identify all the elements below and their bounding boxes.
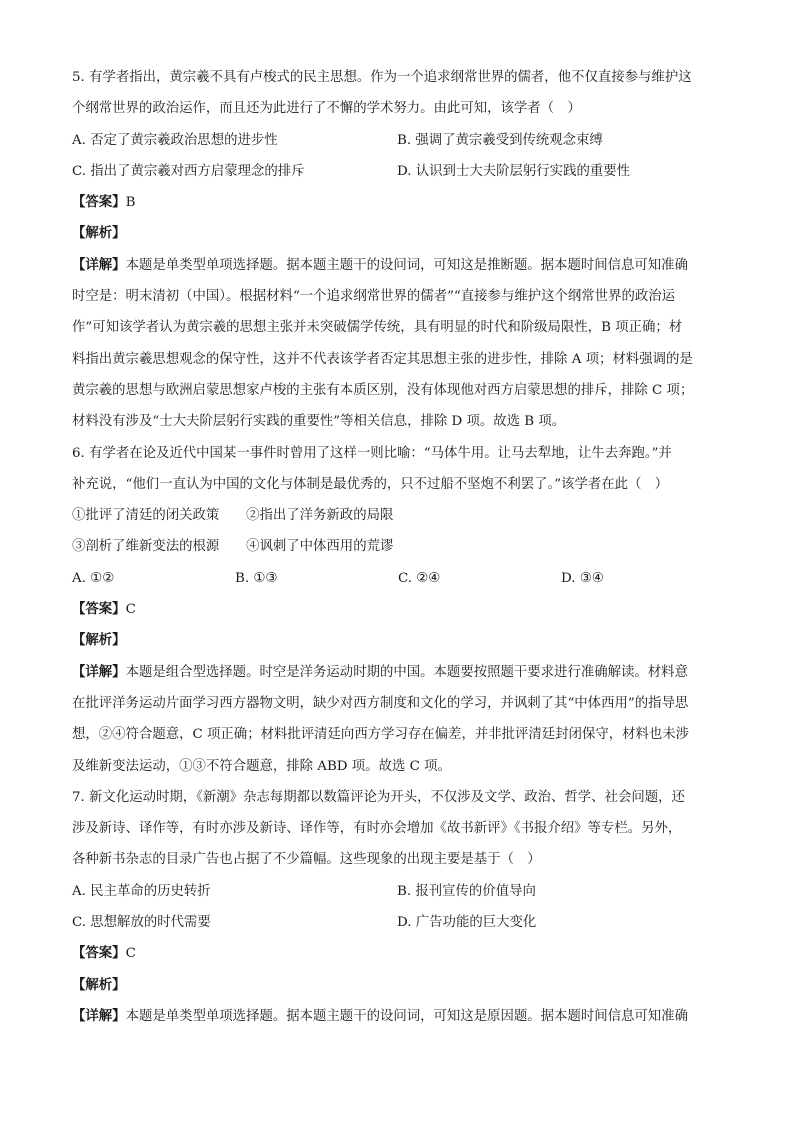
answer-value: B bbox=[125, 195, 136, 211]
option-c: C. 思想解放的时代需要 bbox=[72, 915, 211, 931]
detail-text: 本题是组合型选择题。时空是洋务运动时期的中国。本题要按照题干要求进行准确解读。材料意 bbox=[125, 664, 688, 680]
answer-tag: 【答案】 bbox=[72, 602, 126, 618]
answer-line bbox=[72, 938, 724, 969]
question-stem-line: 7. 新文化运动时期，《新潮》杂志每期都以数篇评论为开头，不仅涉及文学、政治、哲学、社会问题，还 bbox=[72, 789, 685, 805]
answer-value: C bbox=[125, 602, 136, 618]
option-d: D. ③④ bbox=[561, 570, 604, 586]
detail-tag: 【详解】 bbox=[72, 1008, 126, 1024]
answer-value: C bbox=[125, 946, 136, 962]
options-row bbox=[72, 156, 724, 187]
sub-item-line: ③剖析了维新变法的根源 ④讽刺了中体西用的荒谬 bbox=[72, 539, 394, 555]
option-d: D. 广告功能的巨大变化 bbox=[397, 915, 537, 931]
options-row bbox=[72, 563, 724, 594]
options-row bbox=[72, 907, 724, 938]
detail-line: 在批评洋务运动片面学习西方器物文明，缺少对西方制度和文化的学习，并讽刺了其“中体西用”的指导思 bbox=[72, 695, 689, 711]
detail-text: 本题是单类型单项选择题。据本题主题干的设问词，可知这是推断题。据本题时间信息可知准确 bbox=[125, 257, 688, 273]
question-stem-line: 5. 有学者指出，黄宗羲不具有卢梭式的民主思想。作为一个追求纲常世界的儒者，他不仅直接参与维护这 bbox=[72, 70, 692, 85]
analysis-tag: 【解析】 bbox=[72, 633, 126, 649]
detail-line bbox=[72, 1001, 724, 1032]
option-b: B. 强调了黄宗羲受到传统观念束缚 bbox=[397, 132, 603, 148]
analysis-line bbox=[72, 625, 724, 656]
answer-tag: 【答案】 bbox=[72, 946, 126, 962]
detail-line bbox=[72, 250, 724, 281]
detail-line: 材料没有涉及“士大夫阶层躬行实践的重要性”等相关信息，排除 D 项。故选 B 项。 bbox=[72, 414, 566, 430]
detail-line: 时空是：明末清初（中国）。根据材料“一个追求纲常世界的儒者”“直接参与维护这个纲常世界的政治运 bbox=[72, 289, 676, 305]
detail-line: 黄宗羲的思想与欧洲启蒙思想家卢梭的主张有本质区别，没有体现他对西方启蒙思想的排斥，排除 C 项； bbox=[72, 382, 694, 398]
question-stem-line: 补充说，“他们一直认为中国的文化与体制是最优秀的，只不过船不坚炮不利罢了。”该学者在此（ ） bbox=[72, 476, 669, 492]
option-a: A. 否定了黄宗羲政治思想的进步性 bbox=[72, 132, 278, 148]
detail-line: 作”可知该学者认为黄宗羲的思想主张并未突破儒学传统，具有明显的时代和阶级局限性，B 项正确；材 bbox=[72, 320, 683, 336]
detail-tag: 【详解】 bbox=[72, 257, 126, 273]
option-b: B. 报刊宣传的价值导向 bbox=[397, 883, 536, 899]
analysis-line bbox=[72, 218, 724, 249]
detail-line bbox=[72, 657, 724, 688]
answer-line bbox=[72, 187, 724, 218]
detail-line: 料指出黄宗羲思想观念的保守性，这并不代表该学者否定其思想主张的进步性，排除 A 项；材料强调的是 bbox=[72, 351, 693, 367]
analysis-line bbox=[72, 970, 724, 1001]
analysis-tag: 【解析】 bbox=[72, 977, 126, 993]
option-c: C. 指出了黄宗羲对西方启蒙理念的排斥 bbox=[72, 163, 305, 179]
question-5 bbox=[72, 62, 724, 438]
question-7 bbox=[72, 782, 724, 1032]
detail-line: 想，②④符合题意，C 项正确；材料批评清廷向西方学习存在偏差，并非批评清廷封闭保守，材料也未涉 bbox=[72, 727, 690, 743]
option-a: A. ①② bbox=[72, 570, 115, 586]
options-row bbox=[72, 125, 724, 156]
analysis-tag: 【解析】 bbox=[72, 226, 126, 242]
options-row bbox=[72, 876, 724, 907]
question-stem-line: 各种新书杂志的目录广告也占据了不少篇幅。这些现象的出现主要是基于（ ） bbox=[72, 852, 541, 868]
detail-text: 本题是单类型单项选择题。据本题主题干的设问词，可知这是原因题。据本题时间信息可知准确 bbox=[125, 1008, 688, 1024]
option-d: D. 认识到士大夫阶层躬行实践的重要性 bbox=[397, 163, 631, 179]
sub-item-line: ①批评了清廷的闭关政策 ②指出了洋务新政的局限 bbox=[72, 508, 394, 524]
question-6 bbox=[72, 438, 724, 782]
answer-tag: 【答案】 bbox=[72, 195, 126, 211]
question-stem-line: 个纲常世界的政治运作，而且还为此进行了不懈的学术努力。由此可知，该学者（ ） bbox=[72, 101, 581, 117]
option-c: C. ②④ bbox=[398, 570, 441, 586]
option-b: B. ①③ bbox=[235, 570, 278, 586]
option-a: A. 民主革命的历史转折 bbox=[72, 883, 211, 899]
question-stem-line: 涉及新诗、译作等，有时亦涉及新诗、译作等，有时亦会增加《故书新评》《书报介绍》等专栏。另外， bbox=[72, 821, 682, 837]
detail-tag: 【详解】 bbox=[72, 664, 126, 680]
detail-line: 及维新变法运动，①③不符合题意，排除 ABD 项。故选 C 项。 bbox=[72, 758, 451, 774]
question-stem-line: 6. 有学者在论及近代中国某一事件时曾用了这样一则比喻：“马体牛用。让马去犁地，让牛去奔跑。”并 bbox=[72, 445, 672, 461]
answer-line bbox=[72, 594, 724, 625]
exam-page bbox=[72, 62, 724, 1032]
